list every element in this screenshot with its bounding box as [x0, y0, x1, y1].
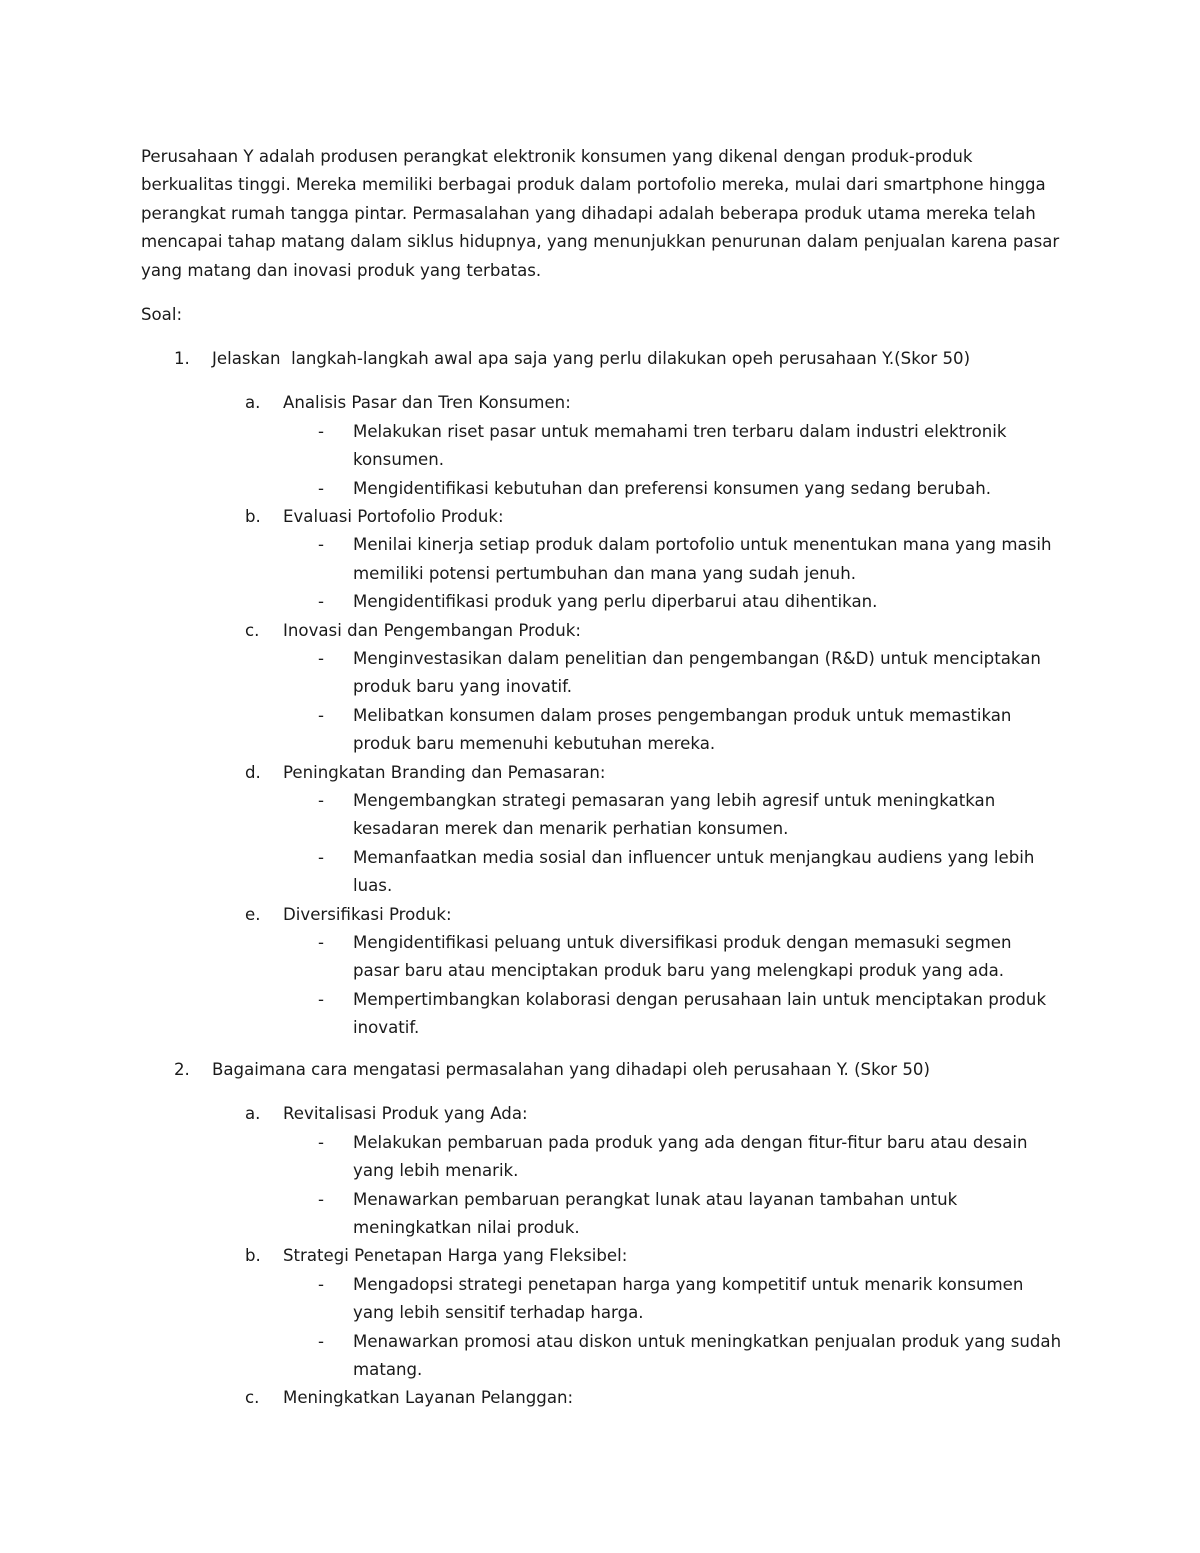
section-2c [0, 1384, 1200, 1412]
section-1a [0, 389, 1200, 503]
question-1 [0, 345, 1200, 1043]
soal-label: Soal: [141, 305, 183, 324]
question-number: 1. [174, 349, 190, 368]
list-item: - Menginvestasikan dalam penelitian dan pengembangan (R&D) untuk menciptakan produk baru yang inovatif. [0, 645, 1200, 702]
section-title: Inovasi dan Pengembangan Produk: [283, 620, 581, 640]
list-item: - Melakukan riset pasar untuk memahami tren terbaru dalam industri elektronik konsumen. [0, 418, 1200, 475]
dash-bullet: - [318, 791, 324, 811]
list-item: - Menilai kinerja setiap produk dalam portofolio untuk menentukan mana yang masih memiliki potensi pertumbuhan dan mana yang sudah jenuh. [0, 531, 1200, 588]
dash-bullet: - [318, 1274, 324, 1294]
question-2-header [0, 1056, 1200, 1084]
section-title: Strategi Penetapan Harga yang Fleksibel: [283, 1246, 628, 1266]
list-item: - Menawarkan promosi atau diskon untuk meningkatkan penjualan produk yang sudah matang. [0, 1328, 1200, 1385]
dash-bullet: - [318, 1331, 324, 1351]
dash-bullet: - [318, 933, 324, 953]
section-letter: a. [245, 393, 261, 413]
section-title: Diversifikasi Produk: [283, 904, 452, 924]
section-title: Analisis Pasar dan Tren Konsumen: [283, 393, 571, 413]
intro-paragraph: Perusahaan Y adalah produsen perangkat elektronik konsumen yang dikenal dengan produk-produk berkualitas tinggi. Mereka memiliki berbagai produk dalam portofolio mereka, mulai dari smartphone hingga perangkat rumah tangga pintar. Permasalahan yang dihadapi adalah beberapa produk utama mereka telah mencapai tahap matang dalam siklus hidupnya, yang menunjukkan penurunan dalam penjualan karena pasar yang matang dan inovasi produk yang terbatas. [141, 147, 1060, 280]
list-item: - Mengembangkan strategi pemasaran yang lebih agresif untuk meningkatkan kesadaran merek dan menarik perhatian konsumen. [0, 787, 1200, 844]
question-number: 2. [174, 1060, 190, 1079]
dash-bullet: - [318, 1132, 324, 1152]
list-item: - Menawarkan pembaruan perangkat lunak atau layanan tambahan untuk meningkatkan nilai produk. [0, 1186, 1200, 1243]
section-title: Meningkatkan Layanan Pelanggan: [283, 1388, 574, 1408]
section-2a [0, 1100, 1200, 1242]
list-item: - Melibatkan konsumen dalam proses pengembangan produk untuk memastikan produk baru memenuhi kebutuhan mereka. [0, 702, 1200, 759]
section-letter: d. [245, 762, 261, 782]
section-letter: c. [245, 1388, 260, 1408]
list-item: - Mempertimbangkan kolaborasi dengan perusahaan lain untuk menciptakan produk inovatif. [0, 986, 1200, 1043]
question-2 [0, 1056, 1200, 1413]
dash-bullet: - [318, 535, 324, 555]
section-1b [0, 503, 1200, 617]
section-1e [0, 901, 1200, 1043]
section-letter: a. [245, 1104, 261, 1124]
section-2b [0, 1242, 1200, 1384]
section-letter: e. [245, 904, 261, 924]
list-item: - Mengidentifikasi kebutuhan dan preferensi konsumen yang sedang berubah. [0, 475, 1200, 503]
section-letter: b. [245, 1246, 261, 1266]
dash-bullet: - [318, 1189, 324, 1209]
dash-bullet: - [318, 421, 324, 441]
section-title: Peningkatan Branding dan Pemasaran: [283, 762, 606, 782]
section-letter: c. [245, 620, 260, 640]
dash-bullet: - [318, 989, 324, 1009]
list-item: - Mengidentifikasi produk yang perlu diperbarui atau dihentikan. [0, 588, 1200, 616]
dash-bullet: - [318, 847, 324, 867]
section-letter: b. [245, 507, 261, 526]
question-text: Bagaimana cara mengatasi permasalahan yang dihadapi oleh perusahaan Y. (Skor 50) [212, 1060, 930, 1079]
section-title: Revitalisasi Produk yang Ada: [283, 1104, 528, 1124]
question-1-header [0, 345, 1200, 373]
list-item: - Memanfaatkan media sosial dan influencer untuk menjangkau audiens yang lebih luas. [0, 844, 1200, 901]
dash-bullet: - [318, 649, 324, 668]
dash-bullet: - [318, 478, 324, 498]
list-item: - Melakukan pembaruan pada produk yang ada dengan fitur-fitur baru atau desain yang lebih menarik. [0, 1129, 1200, 1186]
list-item: - Mengadopsi strategi penetapan harga yang kompetitif untuk menarik konsumen yang lebih sensitif terhadap harga. [0, 1271, 1200, 1328]
section-title: Evaluasi Portofolio Produk: [283, 507, 504, 526]
section-1c [0, 617, 1200, 759]
question-text: Jelaskan langkah-langkah awal apa saja yang perlu dilakukan opeh perusahaan Y.(Skor 50) [212, 349, 971, 368]
dash-bullet: - [318, 705, 324, 725]
section-1d [0, 759, 1200, 901]
list-item: - Mengidentifikasi peluang untuk diversifikasi produk dengan memasuki segmen pasar baru atau menciptakan produk baru yang melengkapi produk yang ada. [0, 929, 1200, 986]
dash-bullet: - [318, 592, 324, 612]
